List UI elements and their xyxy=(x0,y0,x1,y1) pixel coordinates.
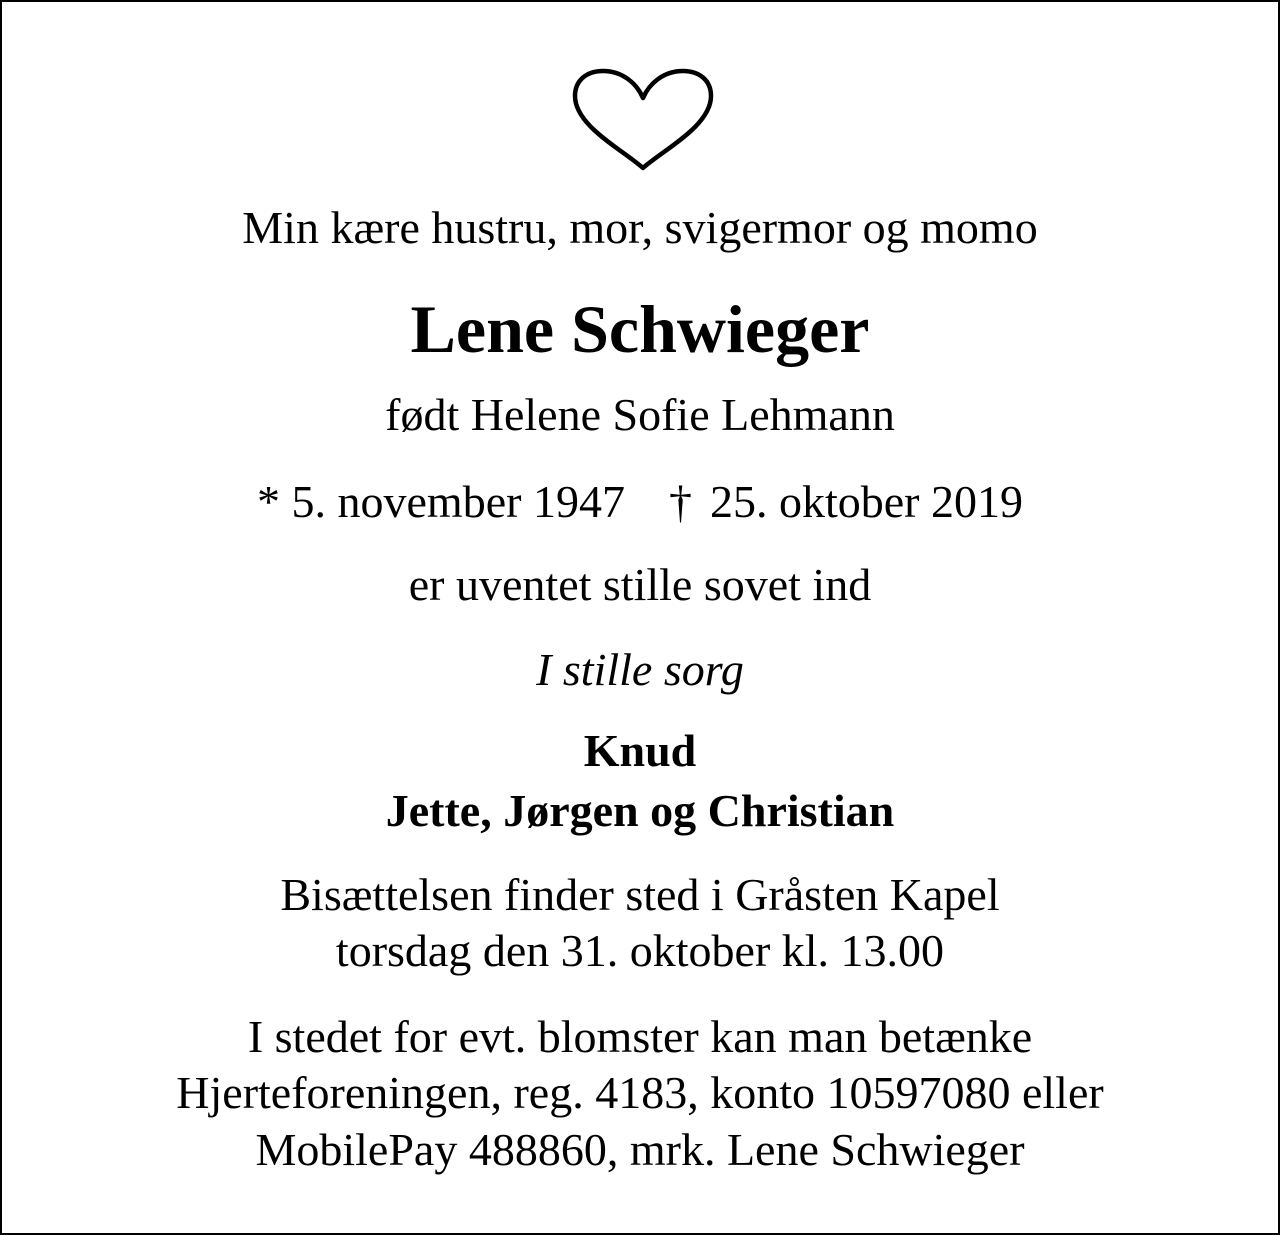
life-dates xyxy=(2,476,1278,527)
sorrow-line: I stille sorg xyxy=(536,644,744,695)
heart-outline-icon xyxy=(571,68,715,172)
funeral-line: Bisættelsen finder sted i Gråsten Kapel xyxy=(280,869,1000,920)
mourner-line: Jette, Jørgen og Christian xyxy=(385,785,895,836)
death-date: 25. oktober 2019 xyxy=(709,476,1023,527)
deceased-name: Lene Schwieger xyxy=(410,291,870,367)
funeral-line: torsdag den 31. oktober kl. 13.00 xyxy=(335,925,945,976)
donation-line: I stedet for evt. blomster kan man betænke xyxy=(247,1011,1033,1062)
birth-date: * 5. november 1947 xyxy=(257,476,625,527)
mourner-line: Knud xyxy=(583,725,697,776)
intro-line: Min kære hustru, mor, svigermor og momo xyxy=(242,202,1038,253)
passing-line: er uventet stille sovet ind xyxy=(408,559,872,610)
birth-name: født Helene Sofie Lehmann xyxy=(385,389,895,440)
donation-line: MobilePay 488860, mrk. Lene Schwieger xyxy=(255,1124,1025,1175)
donation-line: Hjerteforeningen, reg. 4183, konto 10597080 eller xyxy=(176,1067,1104,1118)
death-cross-symbol: † xyxy=(668,476,692,527)
